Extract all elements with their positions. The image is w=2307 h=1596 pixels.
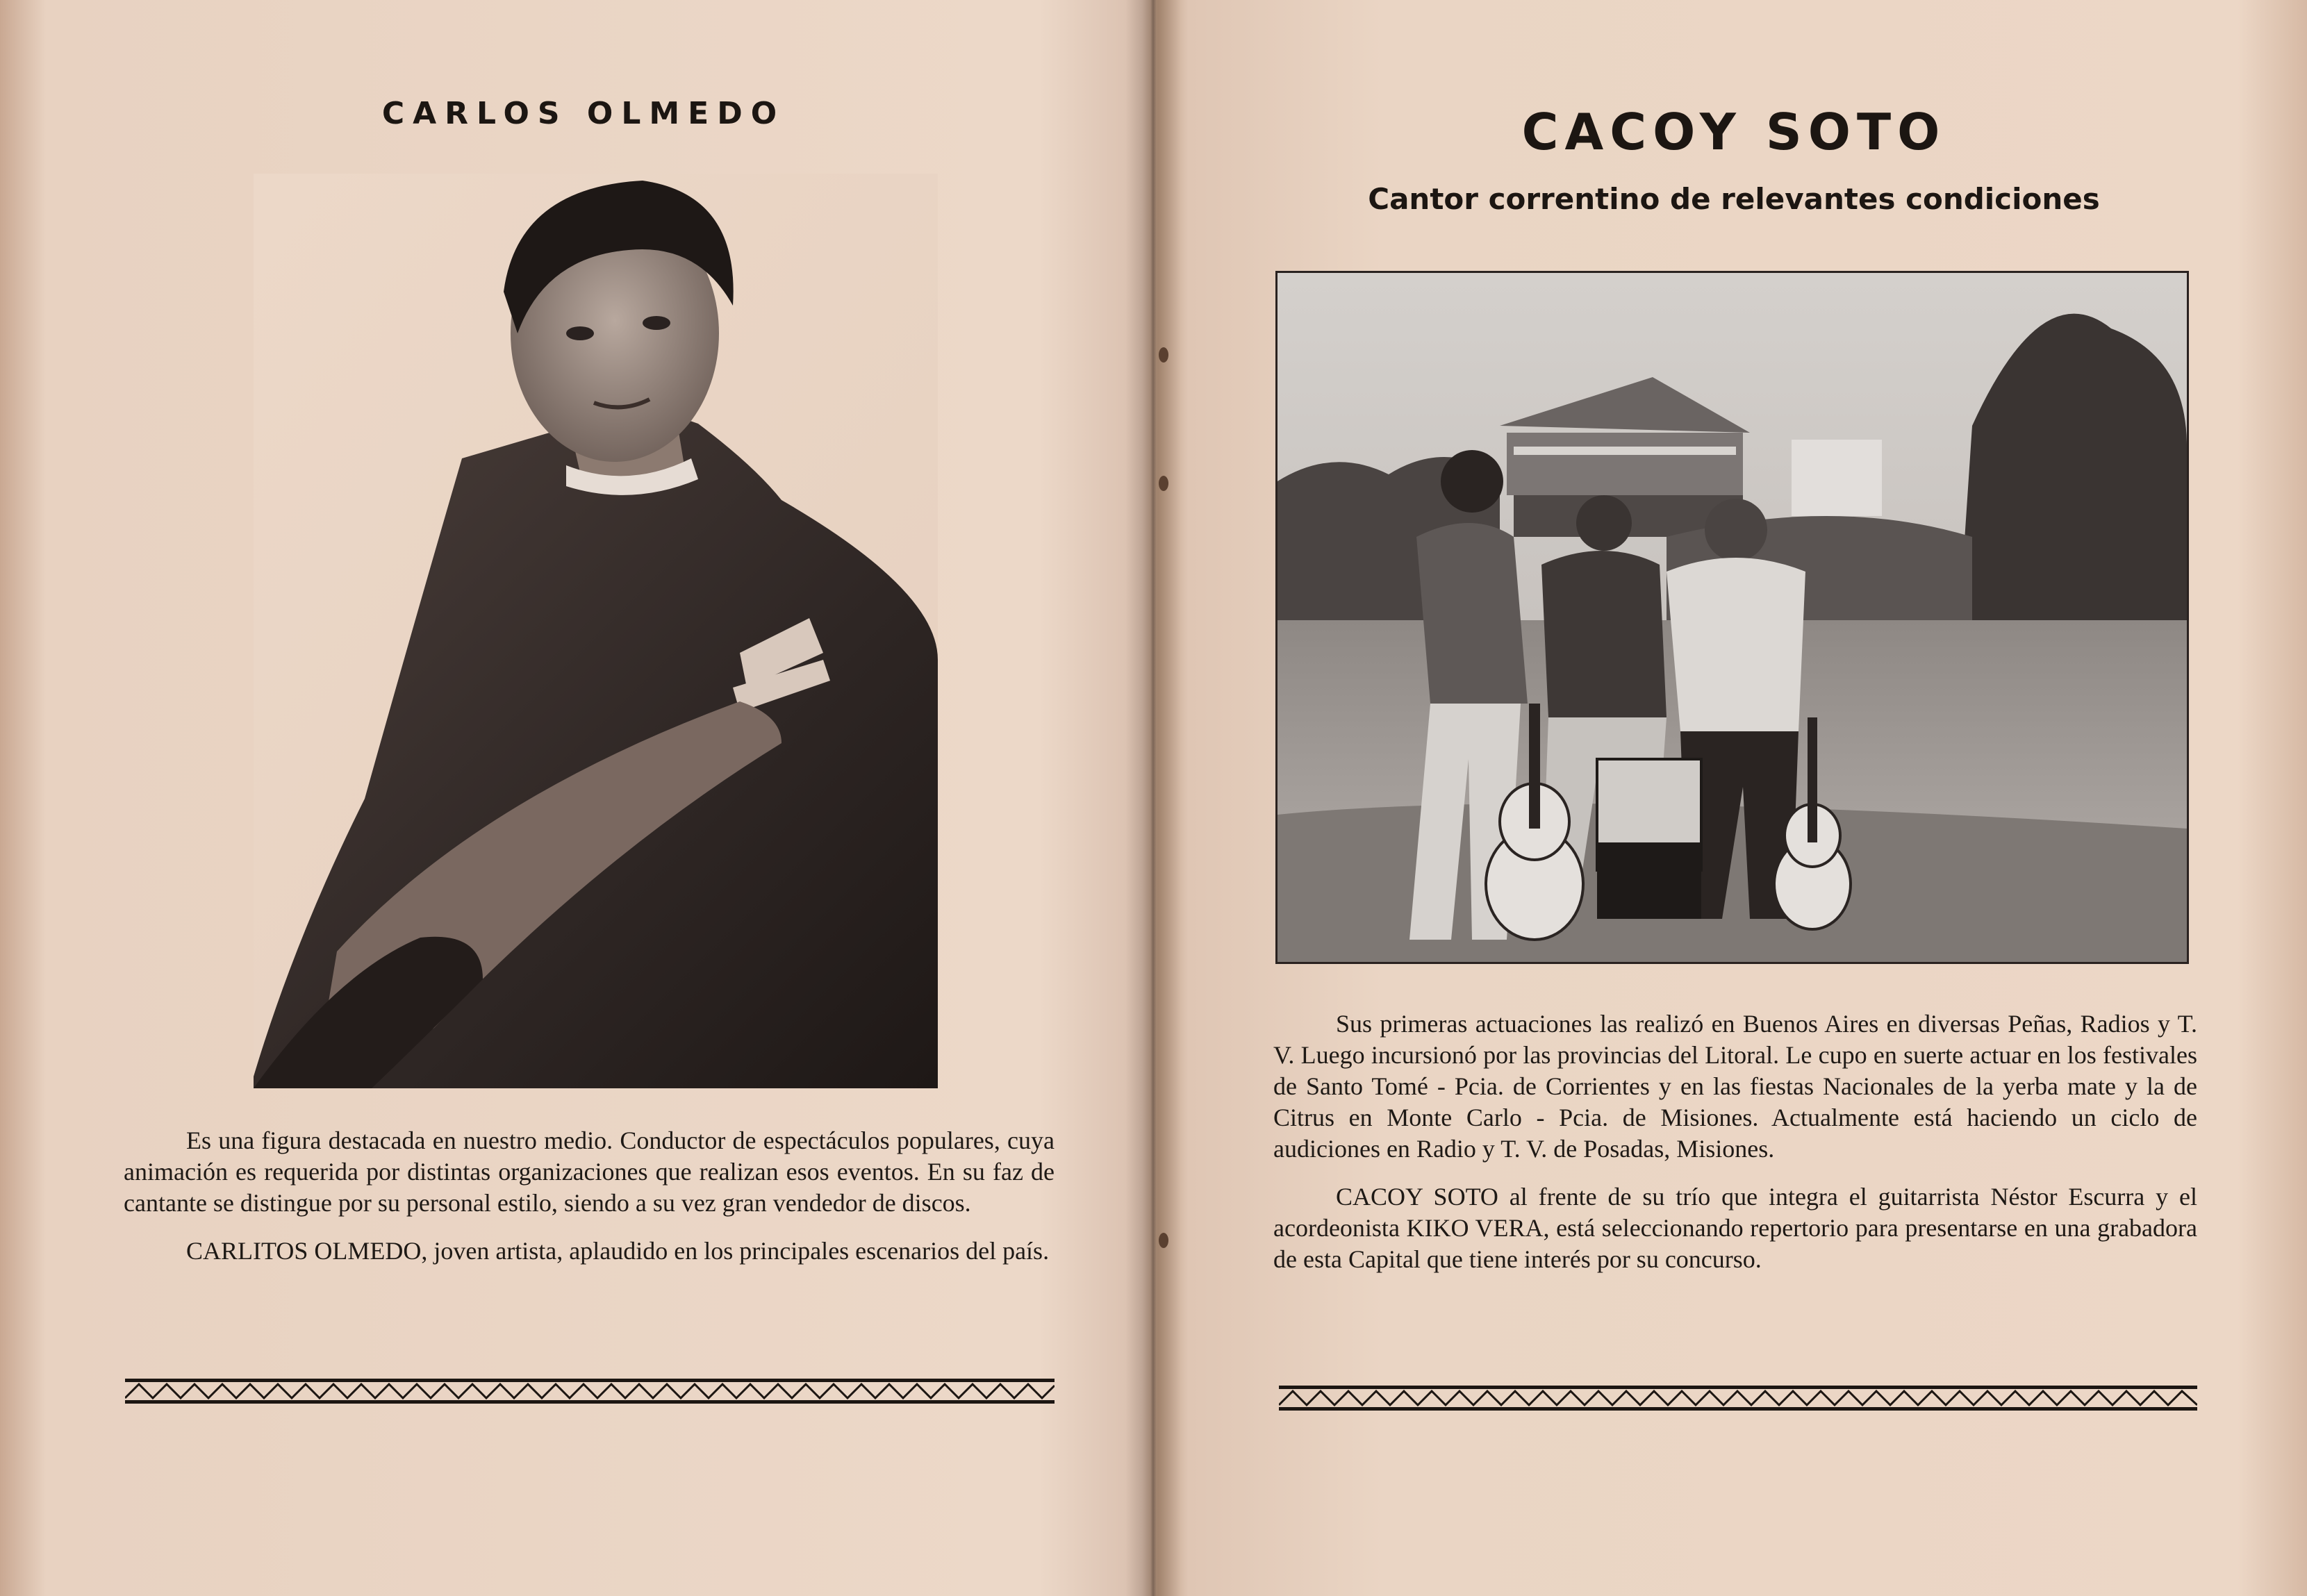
right-paragraph-1: Sus primeras actuaciones las realizó en Buenos Aires en diversas Peñas, Radios y T. V. Luego incursionó por las provincias del Litoral. Le cupo en suerte actuar en los festivales de Santo Tomé - Pcia. de Corrientes y en las fiestas Nacionales de la yerba mate y la de Citrus en Monte Carlo - Pcia. de Misiones. Actualmente está haciendo un ciclo de audiciones en Radio y T. V. de Posadas, Misiones. (1273, 1010, 2197, 1163)
right-page-title: CACOY SOTO (1521, 103, 1946, 161)
right-page-body (1273, 1008, 2197, 1292)
right-decorative-border (1279, 1384, 2197, 1412)
binding-hole-3 (1159, 1233, 1168, 1248)
left-page-body (124, 1125, 1055, 1283)
left-page (0, 0, 1153, 1596)
portrait-photo-carlos-olmedo (254, 174, 938, 1088)
left-decorative-border (125, 1377, 1055, 1405)
left-page-title: CARLOS OLMEDO (381, 96, 786, 131)
right-page-subtitle: Cantor correntino de relevantes condiciones (1368, 182, 2100, 216)
left-paragraph-1: Es una figura destacada en nuestro medio. Conductor de espectáculos populares, cuya animación es requerida por distintas organizaciones que realizan esos eventos. En su faz de cantante se distingue por su personal estilo, siendo a su vez gran vendedor de discos. (124, 1127, 1055, 1217)
group-photo-cacoy-soto-trio (1275, 271, 2189, 964)
left-paragraph-2: CARLITOS OLMEDO, joven artista, aplaudido en los principales escenarios del país. (186, 1237, 1050, 1265)
book-gutter (1125, 0, 1181, 1596)
binding-hole-2 (1159, 476, 1168, 491)
right-paragraph-2: CACOY SOTO al frente de su trío que integra el guitarrista Néstor Escurra y el acordeonista KIKO VERA, está seleccionando repertorio para presentarse en una grabadora de esta Capital que tiene interés por su concurso. (1273, 1183, 2197, 1273)
right-page (1154, 0, 2307, 1596)
binding-hole-1 (1159, 347, 1168, 363)
